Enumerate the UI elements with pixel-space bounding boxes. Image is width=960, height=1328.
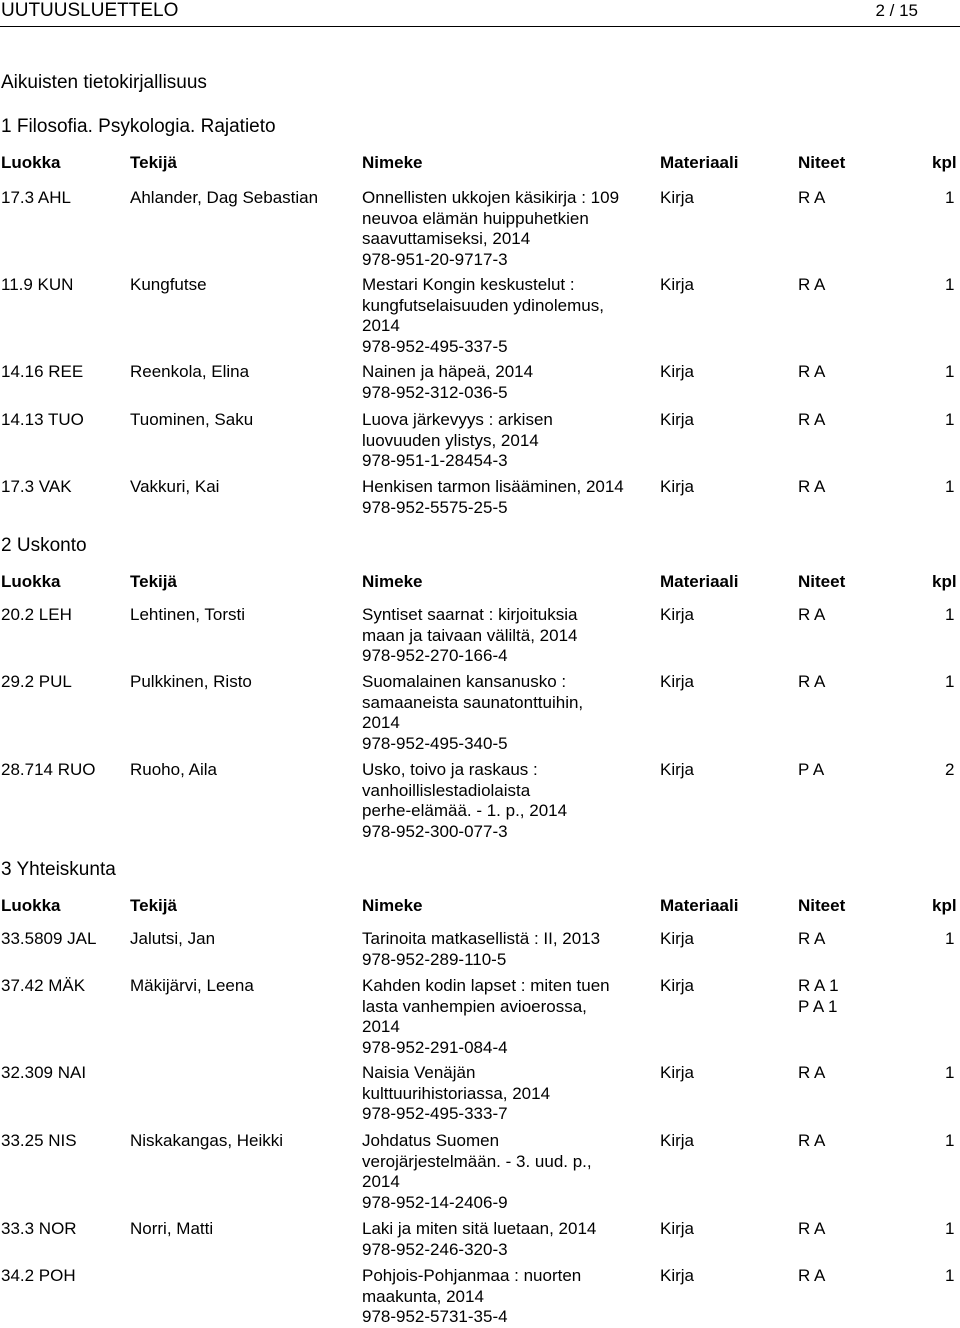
catalog-title: UUTUUSLUETTELO <box>1 0 179 21</box>
column-niteet: Niteet <box>798 572 846 591</box>
nimeke-line: 2014 <box>362 713 400 732</box>
column-nimeke: Nimeke <box>362 153 423 172</box>
nimeke-line: 978-952-289-110-5 <box>362 949 507 969</box>
nimeke-cell <box>362 760 652 842</box>
luokka-cell: 34.2 POH <box>1 1266 76 1285</box>
niteet-line: R A <box>798 929 826 948</box>
column-nimeke: Nimeke <box>362 896 423 915</box>
nimeke-line: 978-952-14-2406-9 <box>362 1192 508 1212</box>
nimeke-line: Usko, toivo ja raskaus : <box>362 760 538 779</box>
nimeke-line: maan ja taivaan väliltä, 2014 <box>362 625 578 645</box>
column-luokka: Luokka <box>1 153 61 172</box>
nimeke-line: luovuuden ylistys, 2014 <box>362 430 539 450</box>
column-materiaali: Materiaali <box>660 153 739 172</box>
niteet-cell <box>798 1131 825 1152</box>
tekija-cell: Norri, Matti <box>130 1219 214 1238</box>
luokka-cell: 14.13 TUO <box>1 410 84 429</box>
nimeke-line: Tarinoita matkasellistä : II, 2013 <box>362 929 601 948</box>
nimeke-line: samaaneista saunatonttuihin, <box>362 692 584 712</box>
nimeke-line: 978-952-270-166-4 <box>362 646 508 665</box>
nimeke-line: Suomalainen kansanusko : <box>362 672 567 691</box>
niteet-line: P A <box>798 760 825 779</box>
niteet-cell <box>798 1063 825 1084</box>
nimeke-line: Nainen ja häpeä, 2014 <box>362 362 534 381</box>
niteet-cell <box>798 672 825 693</box>
tekija-cell: Lehtinen, Torsti <box>130 605 245 624</box>
column-nimeke: Nimeke <box>362 572 423 591</box>
nimeke-cell <box>362 976 652 1058</box>
materiaali-cell: Kirja <box>660 760 695 779</box>
column-header-row <box>0 895 960 917</box>
niteet-line: R A <box>798 1063 826 1082</box>
nimeke-line: 2014 <box>362 316 400 335</box>
niteet-cell <box>798 188 825 209</box>
tekija-cell: Mäkijärvi, Leena <box>130 976 254 995</box>
nimeke-line: 978-951-1-28454-3 <box>362 451 508 470</box>
niteet-line: R A <box>798 1219 826 1238</box>
kpl-cell: 1 <box>945 1063 955 1082</box>
niteet-cell <box>798 1219 825 1240</box>
niteet-line: R A <box>798 188 826 207</box>
nimeke-cell <box>362 1063 652 1125</box>
kpl-cell: 1 <box>945 672 955 691</box>
nimeke-cell <box>362 275 652 357</box>
luokka-cell: 14.16 REE <box>1 362 84 381</box>
nimeke-cell <box>362 1219 652 1260</box>
niteet-cell <box>798 976 839 1017</box>
nimeke-line: kulttuurihistoriassa, 2014 <box>362 1083 551 1103</box>
nimeke-line: vanhoillislestadiolaista <box>362 780 531 800</box>
nimeke-line: 978-952-291-084-4 <box>362 1037 508 1057</box>
nimeke-cell <box>362 477 652 518</box>
niteet-cell <box>798 410 825 431</box>
nimeke-line: 978-952-300-077-3 <box>362 821 508 841</box>
niteet-line: R A <box>798 605 826 624</box>
nimeke-line: Kahden kodin lapset : miten tuen <box>362 976 610 995</box>
tekija-cell: Kungfutse <box>130 275 207 294</box>
niteet-cell <box>798 760 824 781</box>
materiaali-cell: Kirja <box>660 976 695 995</box>
kpl-cell: 1 <box>945 188 955 207</box>
kpl-cell: 2 <box>945 760 955 779</box>
column-niteet: Niteet <box>798 153 846 172</box>
column-luokka: Luokka <box>1 572 61 591</box>
luokka-cell: 20.2 LEH <box>1 605 72 624</box>
materiaali-cell: Kirja <box>660 672 695 691</box>
niteet-cell <box>798 477 825 498</box>
luokka-cell: 17.3 VAK <box>1 477 72 496</box>
materiaali-cell: Kirja <box>660 1266 695 1285</box>
nimeke-line: lasta vanhempien avioerossa, <box>362 996 587 1016</box>
materiaali-cell: Kirja <box>660 275 695 294</box>
nimeke-cell <box>362 1131 652 1213</box>
section-title: Aikuisten tietokirjallisuus <box>1 72 207 93</box>
niteet-line: P A 1 <box>798 996 838 1016</box>
nimeke-line: 978-951-20-9717-3 <box>362 249 508 269</box>
column-tekija: Tekijä <box>130 153 177 172</box>
tekija-cell: Vakkuri, Kai <box>130 477 220 496</box>
niteet-line: R A 1 <box>798 976 839 995</box>
tekija-cell: Reenkola, Elina <box>130 362 250 381</box>
tekija-cell: Pulkkinen, Risto <box>130 672 252 691</box>
nimeke-line: Laki ja miten sitä luetaan, 2014 <box>362 1219 597 1238</box>
column-kpl: kpl <box>932 572 957 591</box>
nimeke-line: kungfutselaisuuden ydinolemus, <box>362 295 604 315</box>
nimeke-line: Johdatus Suomen <box>362 1131 500 1150</box>
materiaali-cell: Kirja <box>660 605 695 624</box>
tekija-cell: Ruoho, Aila <box>130 760 217 779</box>
materiaali-cell: Kirja <box>660 188 695 207</box>
kpl-cell: 1 <box>945 410 955 429</box>
niteet-cell <box>798 605 825 626</box>
niteet-line: R A <box>798 410 826 429</box>
column-header-row <box>0 152 960 174</box>
nimeke-cell <box>362 672 652 754</box>
nimeke-line: 978-952-5575-25-5 <box>362 497 508 517</box>
category-title: 2 Uskonto <box>1 535 87 556</box>
kpl-cell: 1 <box>945 362 955 381</box>
nimeke-line: 978-952-5731-35-4 <box>362 1307 508 1326</box>
page-number: 2 / 15 <box>875 1 918 20</box>
nimeke-line: Onnellisten ukkojen käsikirja : 109 <box>362 188 620 207</box>
nimeke-line: 978-952-246-320-3 <box>362 1239 508 1259</box>
niteet-line: R A <box>798 672 826 691</box>
category-title: 3 Yhteiskunta <box>1 859 116 880</box>
column-tekija: Tekijä <box>130 572 177 591</box>
column-niteet: Niteet <box>798 896 846 915</box>
nimeke-line: Luova järkevyys : arkisen <box>362 410 553 429</box>
nimeke-line: Henkisen tarmon lisääminen, 2014 <box>362 477 624 496</box>
nimeke-line: Pohjois-Pohjanmaa : nuorten <box>362 1266 582 1285</box>
nimeke-cell <box>362 410 652 472</box>
kpl-cell: 1 <box>945 1266 955 1285</box>
materiaali-cell: Kirja <box>660 929 695 948</box>
niteet-cell <box>798 929 825 950</box>
kpl-cell: 1 <box>945 605 955 624</box>
niteet-line: R A <box>798 1131 826 1150</box>
column-luokka: Luokka <box>1 896 61 915</box>
luokka-cell: 32.309 NAI <box>1 1063 87 1082</box>
nimeke-line: Naisia Venäjän <box>362 1063 476 1082</box>
kpl-cell: 1 <box>945 1219 955 1238</box>
luokka-cell: 28.714 RUO <box>1 760 96 779</box>
nimeke-cell <box>362 362 652 403</box>
kpl-cell: 1 <box>945 1131 955 1150</box>
nimeke-line: Mestari Kongin keskustelut : <box>362 275 575 294</box>
nimeke-line: maakunta, 2014 <box>362 1286 484 1306</box>
luokka-cell: 11.9 KUN <box>1 275 74 294</box>
tekija-cell: Ahlander, Dag Sebastian <box>130 188 319 207</box>
luokka-cell: 33.3 NOR <box>1 1219 77 1238</box>
nimeke-line: 978-952-495-340-5 <box>362 733 508 753</box>
nimeke-line: perhe-elämää. - 1. p., 2014 <box>362 801 568 820</box>
nimeke-cell <box>362 929 652 970</box>
nimeke-line: verojärjestelmään. - 3. uud. p., <box>362 1151 592 1171</box>
category-title: 1 Filosofia. Psykologia. Rajatieto <box>1 116 276 137</box>
kpl-cell: 1 <box>945 477 955 496</box>
luokka-cell: 37.42 MÄK <box>1 976 86 995</box>
nimeke-line: 978-952-495-333-7 <box>362 1104 508 1123</box>
luokka-cell: 33.25 NIS <box>1 1131 77 1150</box>
niteet-cell <box>798 362 825 383</box>
kpl-cell: 1 <box>945 929 955 948</box>
page-header <box>0 0 960 27</box>
column-materiaali: Materiaali <box>660 896 739 915</box>
nimeke-line: Syntiset saarnat : kirjoituksia <box>362 605 578 624</box>
materiaali-cell: Kirja <box>660 477 695 496</box>
niteet-line: R A <box>798 477 826 496</box>
nimeke-cell <box>362 188 652 270</box>
column-tekija: Tekijä <box>130 896 177 915</box>
luokka-cell: 33.5809 JAL <box>1 929 97 948</box>
niteet-line: R A <box>798 275 826 294</box>
niteet-line: R A <box>798 362 826 381</box>
column-kpl: kpl <box>932 153 957 172</box>
nimeke-line: saavuttamiseksi, 2014 <box>362 229 531 248</box>
materiaali-cell: Kirja <box>660 410 695 429</box>
nimeke-line: 2014 <box>362 1017 400 1036</box>
niteet-cell <box>798 1266 825 1287</box>
tekija-cell: Niskakangas, Heikki <box>130 1131 284 1150</box>
nimeke-line: neuvoa elämän huippuhetkien <box>362 208 589 228</box>
column-header-row <box>0 571 960 593</box>
kpl-cell: 1 <box>945 275 955 294</box>
tekija-cell: Tuominen, Saku <box>130 410 254 429</box>
tekija-cell: Jalutsi, Jan <box>130 929 216 948</box>
nimeke-line: 2014 <box>362 1172 400 1191</box>
luokka-cell: 17.3 AHL <box>1 188 71 207</box>
nimeke-line: 978-952-312-036-5 <box>362 382 508 402</box>
materiaali-cell: Kirja <box>660 362 695 381</box>
niteet-cell <box>798 275 825 296</box>
column-kpl: kpl <box>932 896 957 915</box>
nimeke-cell <box>362 1266 652 1328</box>
luokka-cell: 29.2 PUL <box>1 672 72 691</box>
nimeke-line: 978-952-495-337-5 <box>362 336 508 356</box>
nimeke-cell <box>362 605 652 667</box>
materiaali-cell: Kirja <box>660 1219 695 1238</box>
materiaali-cell: Kirja <box>660 1131 695 1150</box>
column-materiaali: Materiaali <box>660 572 739 591</box>
materiaali-cell: Kirja <box>660 1063 695 1082</box>
niteet-line: R A <box>798 1266 826 1285</box>
